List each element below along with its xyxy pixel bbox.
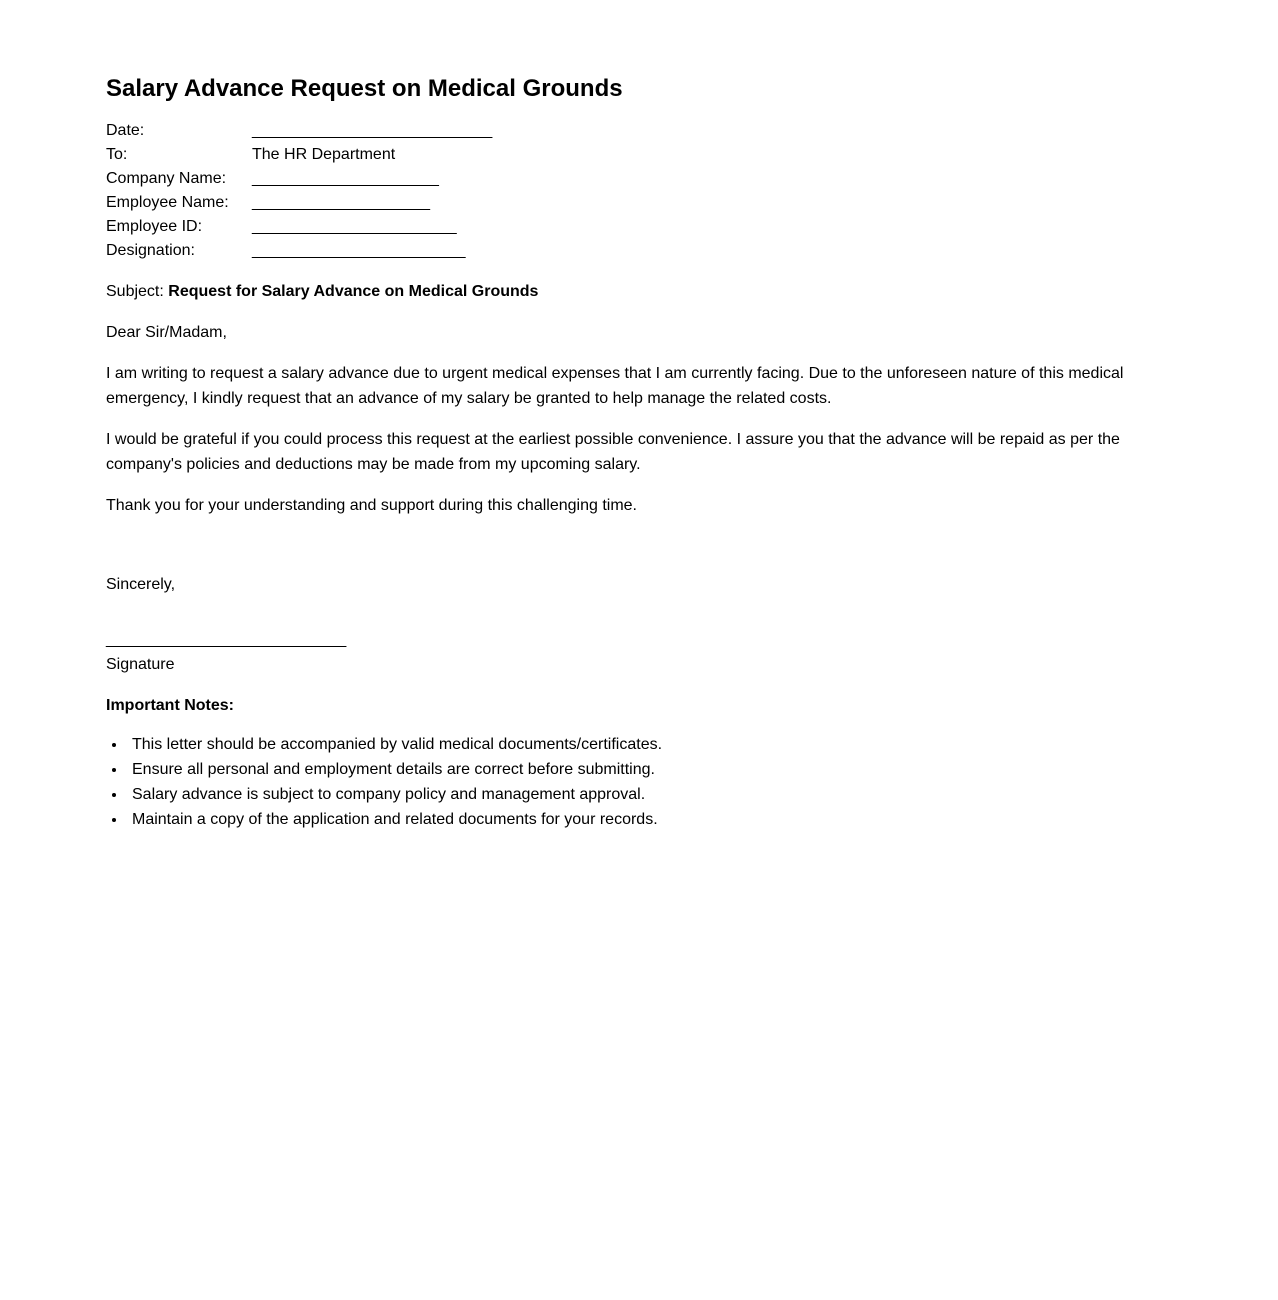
field-label-date: Date: bbox=[106, 121, 145, 139]
note-item-1: • This letter should be accompanied by valid medical documents/certificates. bbox=[127, 732, 1172, 757]
signature-block bbox=[106, 627, 1172, 677]
field-label-company-name: Company Name: bbox=[106, 169, 227, 187]
notes-list bbox=[106, 732, 1172, 832]
subject-value: Request for Salary Advance on Medical Grounds bbox=[168, 282, 539, 300]
signature-label: Signature bbox=[106, 655, 175, 673]
field-blank-date: ___________________________ bbox=[252, 121, 493, 139]
field-blank-employee-name: ____________________ bbox=[252, 193, 430, 211]
field-row-designation bbox=[106, 239, 1172, 263]
field-label-designation: Designation: bbox=[106, 241, 195, 259]
signature-line: ___________________________ bbox=[106, 630, 347, 648]
field-label-employee-name: Employee Name: bbox=[106, 193, 229, 211]
body-paragraph-2: I would be grateful if you could process this request at the earliest possible convenience. I assure you that the advance will be repaid as per the company's policies and deductions may be made from my upcoming salary. bbox=[106, 430, 1120, 473]
body-paragraph-1: I am writing to request a salary advance due to urgent medical expenses that I am currently facing. Due to the unforeseen nature of this medical emergency, I kindly request that an advance of my salary be granted to help manage the related costs. bbox=[106, 364, 1124, 407]
field-blank-employee-id: _______________________ bbox=[252, 217, 457, 235]
field-blank-company-name: _____________________ bbox=[252, 169, 439, 187]
field-label-employee-id: Employee ID: bbox=[106, 217, 203, 235]
document-title: Salary Advance Request on Medical Grounds bbox=[106, 75, 623, 102]
subject-label: Subject: bbox=[106, 282, 169, 300]
field-label-to: To: bbox=[106, 145, 128, 163]
note-item-2: • Ensure all personal and employment details are correct before submitting. bbox=[127, 757, 1172, 782]
closing-salutation: Sincerely, bbox=[106, 575, 176, 593]
field-row-employee-name bbox=[106, 191, 1172, 215]
header-fields bbox=[106, 119, 1172, 263]
body-paragraph-3: Thank you for your understanding and support during this challenging time. bbox=[106, 496, 637, 514]
note-item-3: • Salary advance is subject to company policy and management approval. bbox=[127, 782, 1172, 807]
salutation: Dear Sir/Madam, bbox=[106, 323, 227, 341]
note-item-4: • Maintain a copy of the application and related documents for your records. bbox=[127, 807, 1172, 832]
notes-heading: Important Notes: bbox=[106, 696, 234, 714]
field-row-date bbox=[106, 119, 1172, 143]
field-row-to bbox=[106, 143, 1172, 167]
field-row-company-name bbox=[106, 167, 1172, 191]
field-row-employee-id bbox=[106, 215, 1172, 239]
subject-line bbox=[106, 279, 1172, 304]
field-blank-designation: ________________________ bbox=[252, 241, 466, 259]
field-value-to: The HR Department bbox=[252, 145, 396, 163]
